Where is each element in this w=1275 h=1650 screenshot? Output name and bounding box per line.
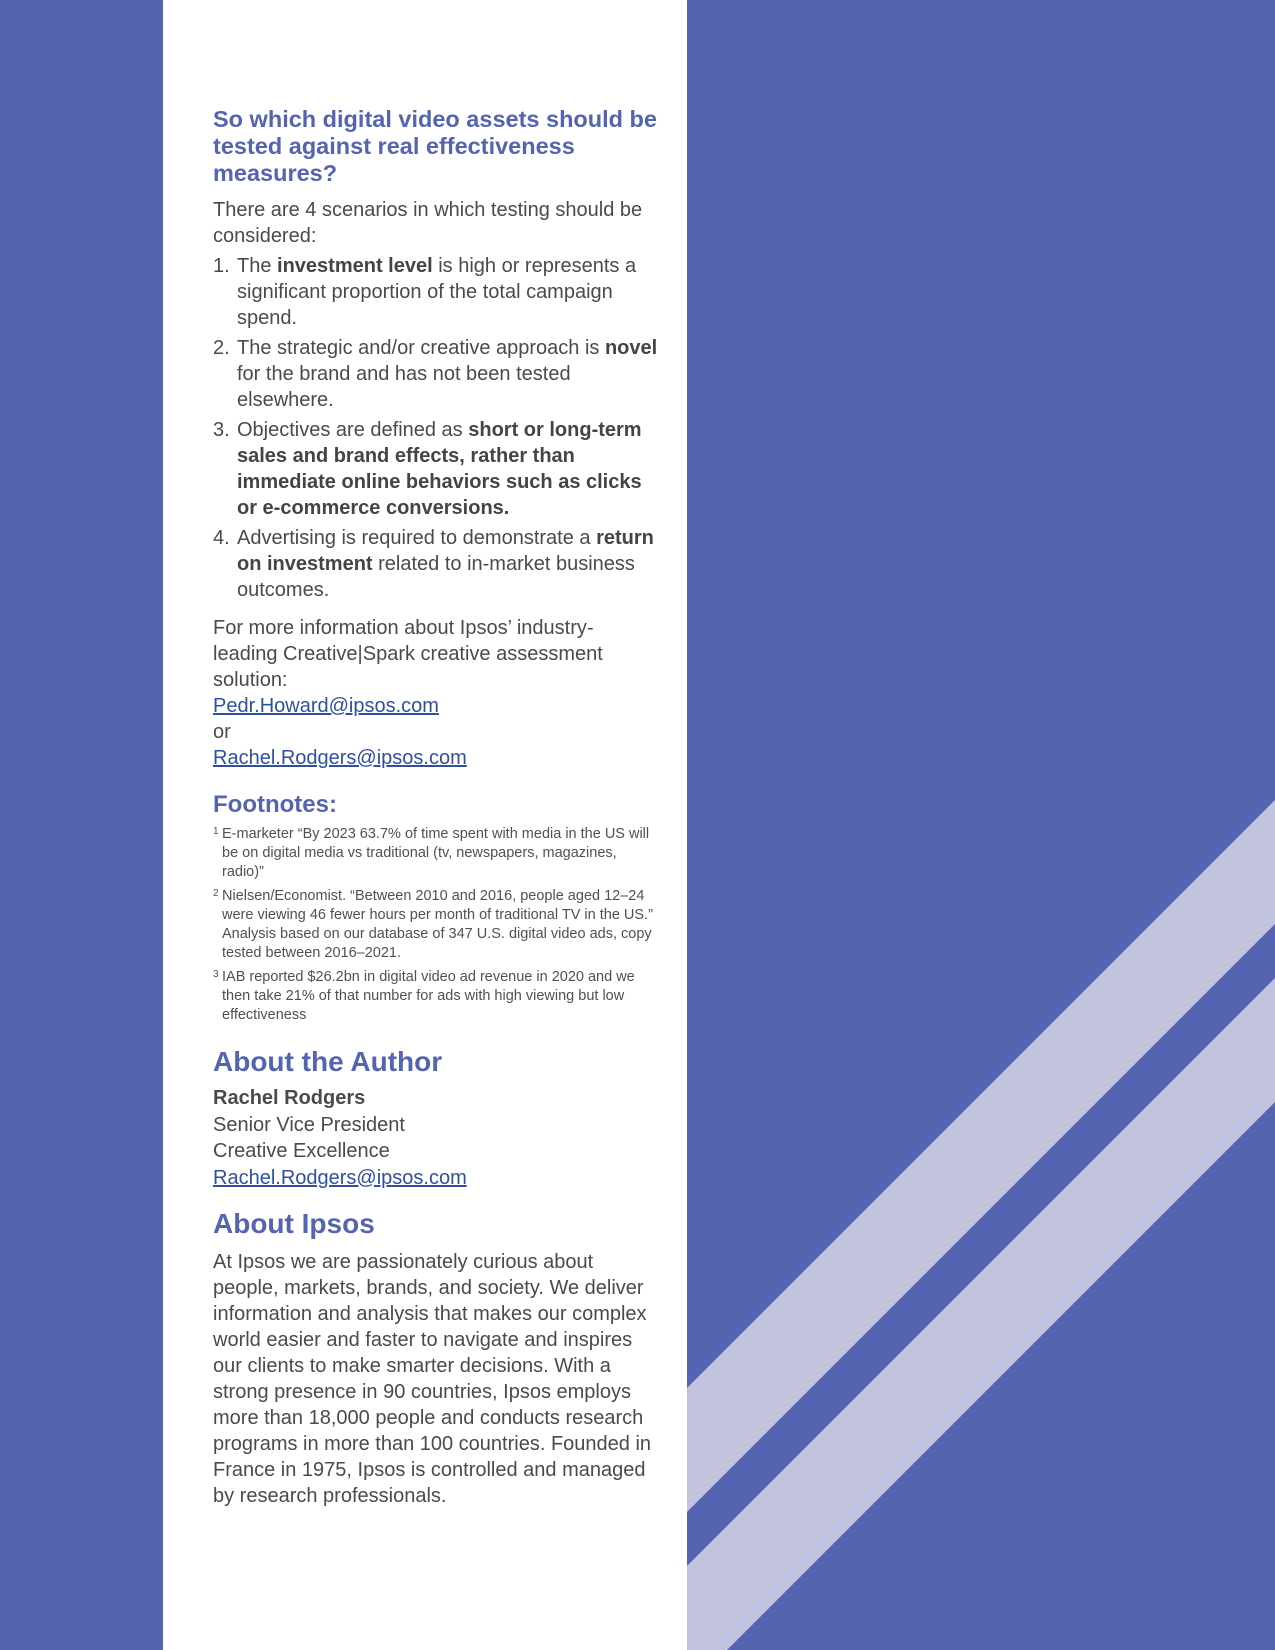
footnote-text: E-marketer “By 2023 63.7% of time spent with media in the US will be on digital media vs traditional (tv, newspapers, magazines, radio)”	[222, 826, 650, 880]
contact-block	[213, 615, 658, 771]
scenario-list	[213, 253, 658, 603]
list-item-emphasis: investment level	[277, 255, 433, 277]
list-item-text: The strategic and/or creative approach is	[237, 337, 605, 359]
footnote-mark: 3	[213, 969, 219, 980]
footnotes-list	[213, 825, 658, 1025]
list-item-number: 1.	[213, 255, 230, 277]
intro-text: There are 4 scenarios in which testing should be considered:	[213, 199, 643, 247]
list-item-text: for the brand and has not been tested elsewhere.	[237, 363, 571, 411]
footnote-text: Nielsen/Economist. “Between 2010 and 2016, people aged 12–24 were viewing 46 fewer hours per month of traditional TV in the US.” Analysis based on our database of 347 U.S. digital video ads, copy tested between 2016–2021.	[222, 888, 653, 961]
list-item-number: 3.	[213, 419, 230, 441]
diagonal-stripe-lower	[603, 978, 1275, 1650]
author-email-link[interactable]: Rachel.Rodgers@ipsos.com	[213, 1166, 467, 1189]
list-item-text: Objectives are defined as	[237, 419, 469, 441]
author-department: Creative Excellence	[213, 1140, 390, 1162]
list-item-text: related to in-market business outcomes.	[237, 553, 635, 601]
section-heading-testing: So which digital video assets should be tested against real effectiveness measures?	[213, 106, 657, 186]
list-item-number: 2.	[213, 337, 230, 359]
article-content	[213, 106, 658, 1509]
footnote-mark: 2	[213, 888, 219, 899]
author-name: Rachel Rodgers	[213, 1087, 366, 1109]
author-title: Senior Vice President	[213, 1113, 405, 1136]
about-ipsos-heading: About Ipsos	[213, 1208, 375, 1239]
email-link-rachel-rodgers[interactable]: Rachel.Rodgers@ipsos.com	[213, 747, 467, 769]
footnote-item	[213, 825, 658, 882]
footnote-text: IAB reported $26.2bn in digital video ad revenue in 2020 and we then take 21% of that number for ads with high viewing but low effectiveness	[222, 969, 635, 1023]
email-link-pedr-howard[interactable]: Pedr.Howard@ipsos.com	[213, 695, 439, 717]
list-item-text: is high or represents a significant proportion of the total campaign spend.	[237, 255, 637, 329]
list-item-text: The	[237, 255, 278, 277]
footnote-mark: 1	[213, 826, 219, 837]
list-item	[213, 253, 658, 331]
about-author-heading: About the Author	[213, 1046, 443, 1077]
list-item-emphasis: return on investment	[237, 527, 654, 575]
about-author-section	[213, 1045, 658, 1191]
or-text: or	[213, 721, 231, 743]
list-item	[213, 335, 658, 413]
about-ipsos-section	[213, 1207, 658, 1509]
list-item	[213, 417, 658, 521]
about-ipsos-body: At Ipsos we are passionately curious about people, markets, brands, and society. We deliver information and analysis that makes our complex world easier and faster to navigate and inspires our clients to make smarter decisions. With a strong presence in 90 countries, Ipsos employs more than 18,000 people and conducts research programs in more than 100 countries. Founded in France in 1975, Ipsos is controlled and managed by research professionals.	[213, 1251, 652, 1507]
list-item-emphasis: short or long-term sales and brand effects, rather than immediate online behaviors such as clicks or e-commerce conversions.	[237, 419, 642, 519]
footnotes-heading: Footnotes:	[213, 791, 337, 818]
list-item	[213, 525, 658, 603]
footnote-item	[213, 968, 658, 1025]
list-item-number: 4.	[213, 527, 230, 549]
list-item-text: Advertising is required to demonstrate a	[237, 527, 597, 549]
footnote-item	[213, 887, 658, 963]
contact-text: For more information about Ipsos’ industry-leading Creative|Spark creative assessment solution:	[213, 617, 603, 691]
list-item-emphasis: novel	[604, 337, 658, 359]
